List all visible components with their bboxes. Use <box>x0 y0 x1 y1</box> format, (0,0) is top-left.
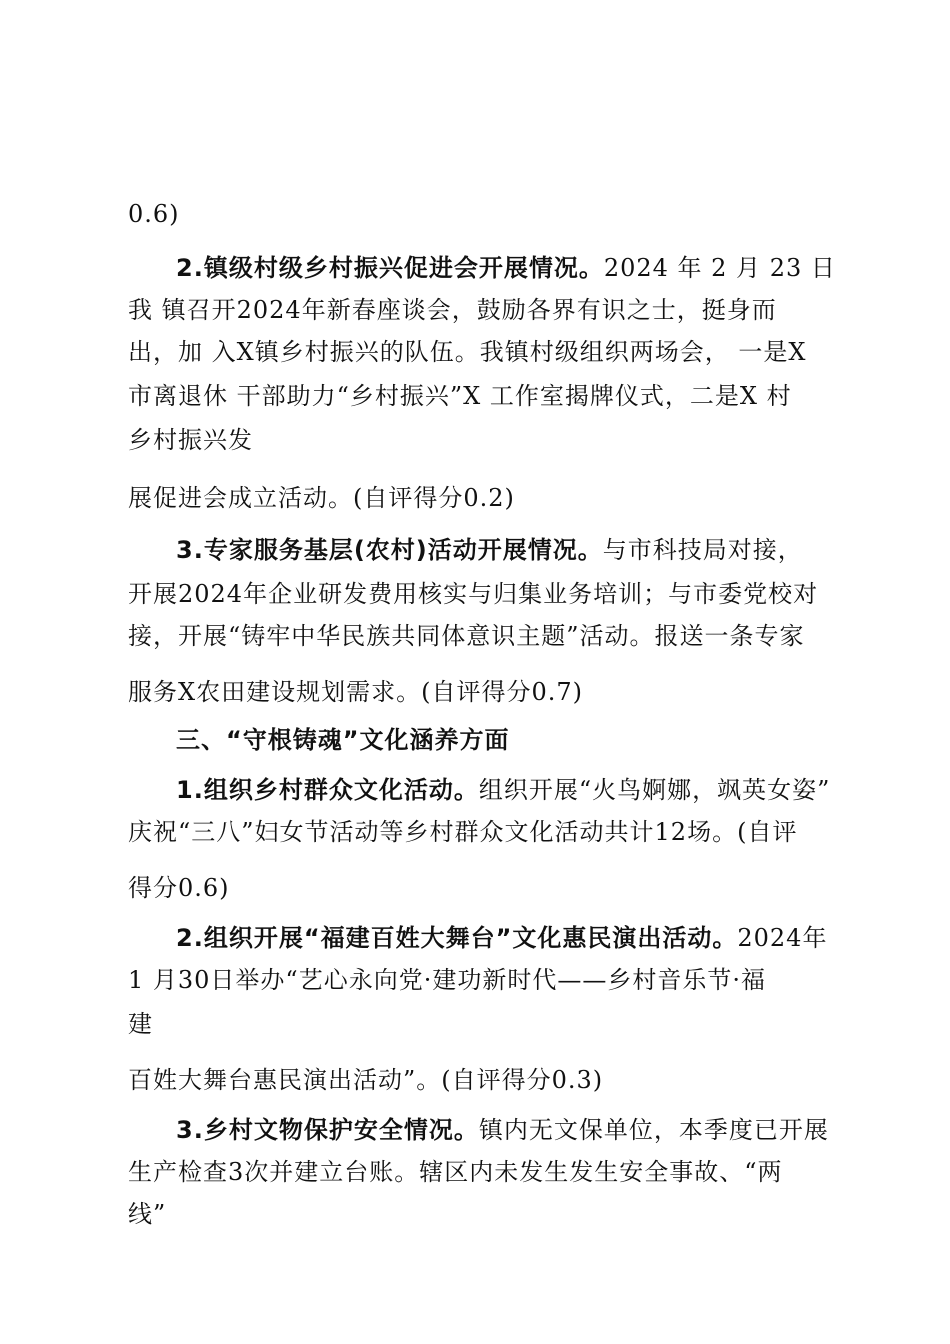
paragraph-heading <box>176 1114 848 1146</box>
bold-lead: 1.组织乡村群众文化活动。 <box>176 776 479 804</box>
text-line <box>128 482 848 514</box>
text-line <box>128 1156 848 1188</box>
line-text: 线” <box>128 1200 167 1228</box>
line-text: 市离退休 干部助力“乡村振兴”X 工作室揭牌仪式，二是X 村 <box>128 382 792 410</box>
text-line <box>128 1198 848 1230</box>
line-text: 镇内无文保单位，本季度已开展 <box>478 1116 829 1144</box>
bold-lead: 三、“守根铸魂”文化涵养方面 <box>176 726 510 754</box>
line-text: 服务X农田建设规划需求。(自评得分0.7) <box>128 678 583 706</box>
paragraph-heading <box>176 252 848 284</box>
paragraph-heading <box>176 922 848 954</box>
line-text: 展促进会成立活动。(自评得分0.2) <box>128 484 515 512</box>
line-text: 与市科技局对接， <box>602 536 803 564</box>
line-text: 庆祝“三八”妇女节活动等乡村群众文化活动共计12场。(自评 <box>128 818 798 846</box>
line-text: 开展2024年企业研发费用核实与归集业务培训；与市委党校对 <box>128 580 819 608</box>
text-line <box>128 816 848 848</box>
text-line <box>128 964 848 996</box>
text-line <box>128 578 848 610</box>
text-line <box>128 336 848 368</box>
bold-lead: 3.专家服务基层(农村)活动开展情况。 <box>176 536 603 564</box>
line-text: 乡村振兴发 <box>128 426 253 454</box>
line-text: 接，开展“铸牢中华民族共同体意识主题”活动。报送一条专家 <box>128 622 805 650</box>
line-text: 我 镇召开2024年新春座谈会，鼓励各界有识之士，挺身而 <box>128 296 777 324</box>
text-line <box>128 424 848 456</box>
text-line <box>128 198 848 230</box>
text-line <box>128 620 848 652</box>
line-text: 建 <box>128 1010 153 1038</box>
section-heading <box>176 724 848 756</box>
line-text: 2024 年 2 月 23 日 <box>603 254 836 282</box>
line-text: 百姓大舞台惠民演出活动”。(自评得分0.3) <box>128 1066 604 1094</box>
text-line <box>128 1064 848 1096</box>
line-text: 出，加 入X镇乡村振兴的队伍。我镇村级组织两场会， 一是X <box>128 338 807 366</box>
paragraph-heading <box>176 774 848 806</box>
text-line <box>128 1008 848 1040</box>
line-text: 0.6) <box>128 200 180 228</box>
bold-lead: 2.镇级村级乡村振兴促进会开展情况。 <box>176 254 604 282</box>
paragraph-heading <box>176 534 848 566</box>
line-text: 1 月30日举办“艺心永向党·建功新时代——乡村音乐节·福 <box>128 966 766 994</box>
text-line <box>128 294 848 326</box>
line-text: 2024年 <box>737 924 828 952</box>
line-text: 组织开展“火鸟婀娜，飒英女姿” <box>478 776 831 804</box>
text-line <box>128 676 848 708</box>
line-text: 生产检查3次并建立台账。辖区内未发生发生安全事故、“两 <box>128 1158 783 1186</box>
text-line <box>128 380 848 412</box>
bold-lead: 2.组织开展“福建百姓大舞台”文化惠民演出活动。 <box>176 924 738 952</box>
line-text: 得分0.6) <box>128 874 230 902</box>
bold-lead: 3.乡村文物保护安全情况。 <box>176 1116 479 1144</box>
text-line <box>128 872 848 904</box>
